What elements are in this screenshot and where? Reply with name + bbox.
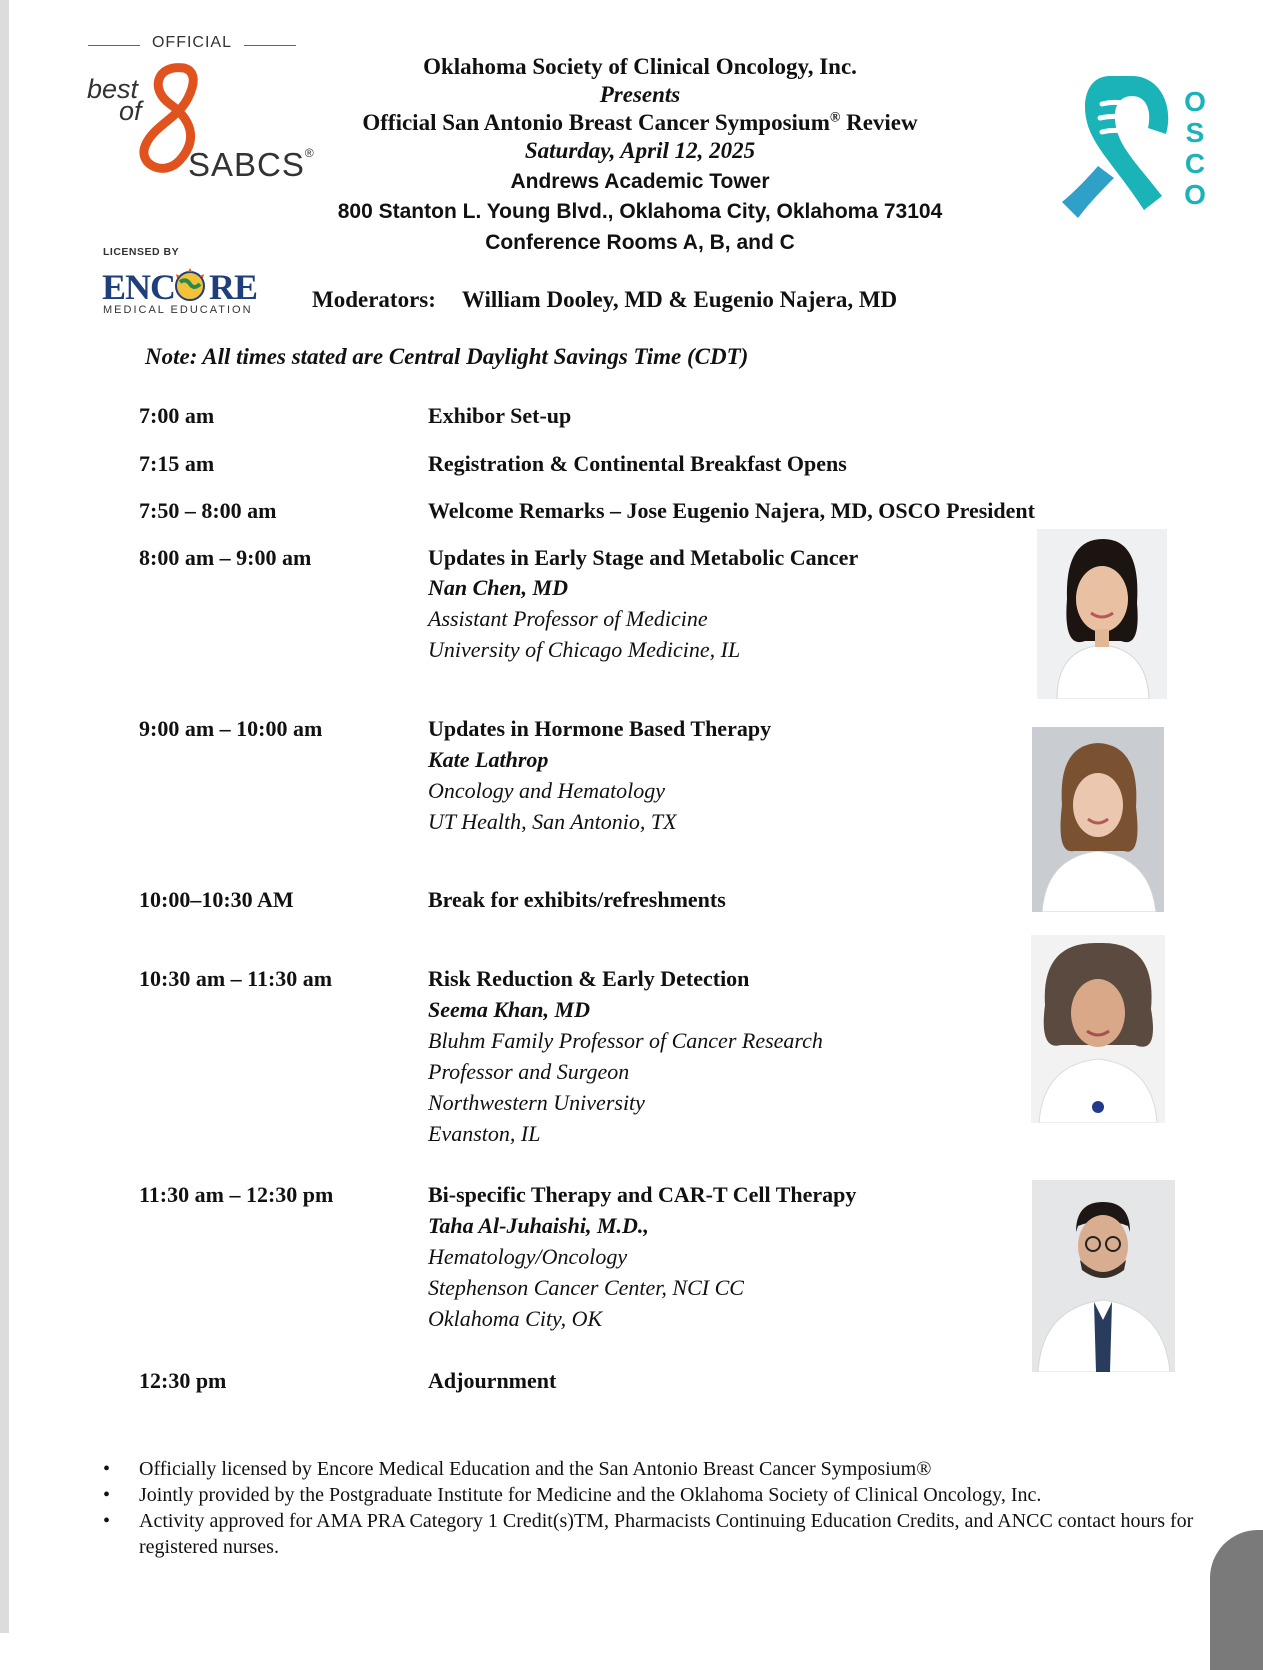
encore-subtitle: MEDICAL EDUCATION bbox=[103, 304, 253, 316]
moderators-line bbox=[312, 287, 897, 313]
portrait-icon bbox=[1032, 727, 1164, 912]
schedule-time: 9:00 am – 10:00 am bbox=[139, 716, 323, 741]
footer-bullets bbox=[98, 1456, 1208, 1560]
bullet-dot: • bbox=[103, 1484, 111, 1506]
schedule-time: 11:30 am – 12:30 pm bbox=[139, 1182, 334, 1207]
schedule-title: Welcome Remarks – Jose Eugenio Najera, MD, OSCO President bbox=[428, 498, 1035, 523]
footer-bullet bbox=[98, 1508, 1208, 1560]
logo-reg-mark: ® bbox=[304, 146, 315, 160]
osco-letter: O bbox=[1184, 179, 1206, 210]
schedule-title: Bi-specific Therapy and CAR-T Cell Therapy bbox=[428, 1182, 857, 1207]
event-reg-mark: ® bbox=[829, 110, 841, 126]
speaker-photo-seema-khan bbox=[1031, 935, 1165, 1123]
bullet-dot: • bbox=[103, 1458, 111, 1480]
footer-bullet-text: Jointly provided by the Postgraduate Institute for Medicine and the Oklahoma Society of Clinical Oncology, Inc. bbox=[139, 1484, 1042, 1506]
logo-official-text: OFFICIAL bbox=[151, 34, 232, 51]
logo-official-banner bbox=[88, 34, 296, 58]
page-curl-shadow bbox=[1210, 1530, 1263, 1670]
osco-letter: S bbox=[1185, 117, 1205, 148]
footer-bullet bbox=[98, 1456, 1208, 1482]
schedule-title: Updates in Hormone Based Therapy bbox=[428, 716, 772, 741]
speaker-affiliation: Stephenson Cancer Center, NCI CC bbox=[428, 1275, 744, 1300]
divider bbox=[244, 45, 296, 46]
event-name-main: Official San Antonio Breast Cancer Symposium bbox=[362, 110, 830, 135]
speaker-affiliation: Oncology and Hematology bbox=[428, 778, 666, 803]
licensed-by-text: LICENSED BY bbox=[103, 246, 180, 258]
logo-best: best bbox=[87, 74, 139, 104]
schedule-time: 7:00 am bbox=[139, 403, 215, 428]
schedule-title: Updates in Early Stage and Metabolic Cancer bbox=[428, 545, 859, 570]
speaker-photo-taha-al-juhaishi bbox=[1032, 1180, 1175, 1372]
schedule-title: Registration & Continental Breakfast Opens bbox=[428, 451, 847, 476]
speaker-name: Kate Lathrop bbox=[428, 747, 549, 772]
awareness-ribbon-icon bbox=[1058, 70, 1178, 230]
speaker-affiliation: University of Chicago Medicine, IL bbox=[428, 637, 741, 662]
timezone-note: Note: All times stated are Central Daylight Savings Time (CDT) bbox=[145, 344, 749, 369]
speaker-name: Seema Khan, MD bbox=[428, 997, 590, 1022]
speaker-affiliation: Northwestern University bbox=[428, 1090, 645, 1115]
speaker-photo-nan-chen bbox=[1037, 529, 1167, 699]
globe-icon bbox=[172, 266, 208, 304]
schedule-time: 12:30 pm bbox=[139, 1368, 227, 1393]
portrait-icon bbox=[1037, 529, 1167, 699]
logo-sabcs-word: SABCS bbox=[188, 146, 305, 183]
speaker-affiliation: Bluhm Family Professor of Cancer Research bbox=[428, 1028, 823, 1053]
footer-bullet bbox=[98, 1482, 1208, 1508]
logo-best-of-text bbox=[87, 74, 142, 126]
schedule-time: 10:00–10:30 AM bbox=[139, 887, 294, 912]
event-name bbox=[310, 110, 970, 136]
osco-letter: C bbox=[1184, 148, 1206, 179]
moderators-names: William Dooley, MD & Eugenio Najera, MD bbox=[461, 287, 898, 312]
speaker-name: Nan Chen, MD bbox=[428, 575, 568, 600]
org-name: Oklahoma Society of Clinical Oncology, Inc. bbox=[423, 54, 857, 79]
encore-word-left: ENC bbox=[102, 267, 176, 307]
speaker-affiliation: Hematology/Oncology bbox=[428, 1244, 628, 1269]
page-left-edge bbox=[0, 0, 9, 1633]
portrait-icon bbox=[1032, 1180, 1175, 1372]
venue: Andrews Academic Tower bbox=[510, 170, 770, 193]
speaker-affiliation: Professor and Surgeon bbox=[428, 1059, 630, 1084]
schedule-title: Exhibor Set-up bbox=[428, 403, 572, 428]
rooms: Conference Rooms A, B, and C bbox=[485, 231, 795, 254]
speaker-photo-kate-lathrop bbox=[1032, 727, 1164, 912]
schedule-time: 10:30 am – 11:30 am bbox=[139, 966, 333, 991]
logo-sabcs-text bbox=[188, 146, 315, 184]
bullet-dot: • bbox=[103, 1510, 111, 1532]
footer-bullet-text: Activity approved for AMA PRA Category 1 Credit(s)TM, Pharmacists Continuing Education Credits, and ANCC contact hours for registered nurses. bbox=[139, 1510, 1194, 1558]
speaker-affiliation: UT Health, San Antonio, TX bbox=[428, 809, 677, 834]
osco-letter: O bbox=[1184, 86, 1206, 117]
schedule-title: Adjournment bbox=[428, 1368, 557, 1393]
moderators-label: Moderators: bbox=[312, 287, 436, 312]
schedule-time: 7:50 – 8:00 am bbox=[139, 498, 277, 523]
event-date: Saturday, April 12, 2025 bbox=[524, 138, 756, 163]
speaker-affiliation: Oklahoma City, OK bbox=[428, 1306, 603, 1331]
speaker-affiliation: Assistant Professor of Medicine bbox=[428, 606, 708, 631]
encore-word-right: RE bbox=[209, 267, 258, 307]
footer-bullet-text: Officially licensed by Encore Medical Education and the San Antonio Breast Cancer Symposium® bbox=[139, 1458, 932, 1480]
schedule-time: 7:15 am bbox=[139, 451, 215, 476]
presents-text: Presents bbox=[599, 82, 681, 107]
portrait-icon bbox=[1031, 935, 1165, 1123]
speaker-affiliation: Evanston, IL bbox=[428, 1121, 541, 1146]
schedule-time: 8:00 am – 9:00 am bbox=[139, 545, 312, 570]
speaker-name: Taha Al-Juhaishi, M.D., bbox=[428, 1213, 649, 1238]
schedule-title: Risk Reduction & Early Detection bbox=[428, 966, 750, 991]
osco-letters bbox=[1180, 86, 1210, 210]
logo-of: of bbox=[119, 96, 142, 126]
address: 800 Stanton L. Young Blvd., Oklahoma City, Oklahoma 73104 bbox=[337, 200, 943, 223]
event-name-suffix: Review bbox=[840, 110, 918, 135]
schedule-title: Break for exhibits/refreshments bbox=[428, 887, 726, 912]
